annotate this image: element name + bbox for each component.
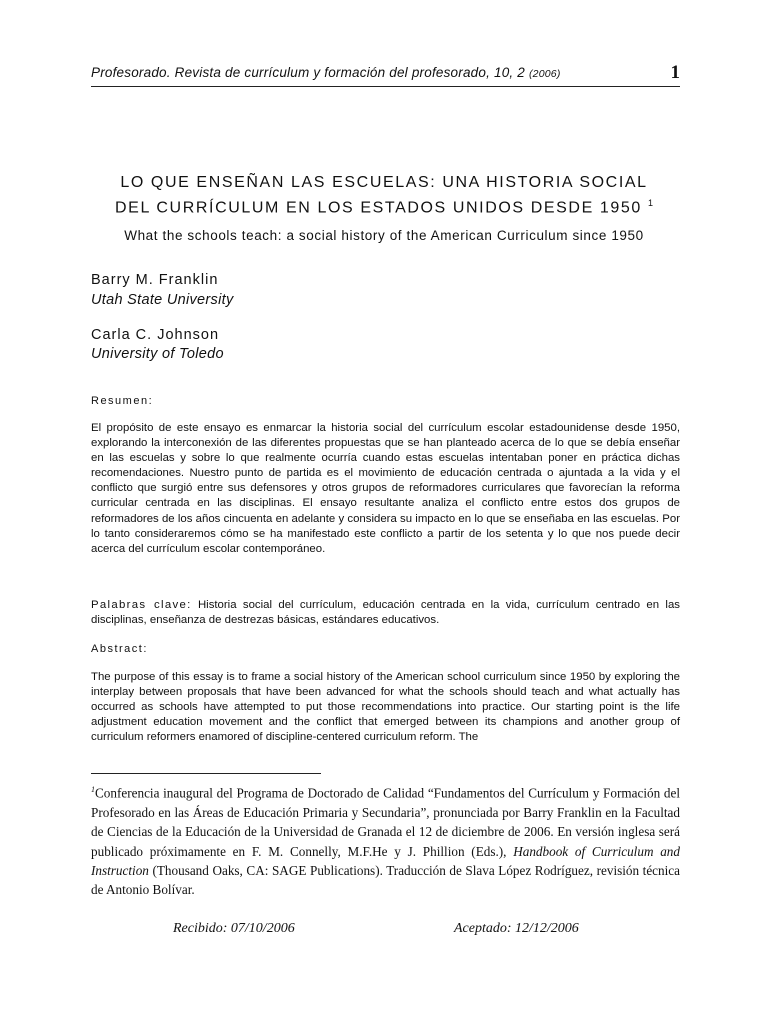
title-line-1: LO QUE ENSEÑAN LAS ESCUELAS: UNA HISTORIA SOCIAL <box>120 174 648 191</box>
footnote-rule <box>91 773 321 774</box>
title-line-2-text: DEL CURRÍCULUM EN LOS ESTADOS UNIDOS DESDE 1950 <box>115 199 642 217</box>
author-1-name: Barry M. Franklin <box>91 272 219 288</box>
footnote-book-title: Handbook of Curriculum and Instruction <box>91 843 680 879</box>
footnote <box>91 780 680 900</box>
article-title <box>70 172 698 218</box>
footnote-text-before: Conferencia inaugural del Programa de Doctorado de Calidad “Fundamentos del Currículum y Formación del Profesorado en las Áreas de Educación Primaria y Secundaria”, pronunciada por Barry Franklin en la Facultad de Ciencias de la Educación de la Universidad de Granada el 12 de diciembre de 2006. En versión inglesa será publicado próximamente en F. M. Connelly, M.F.He y J. Phillion (Eds.), <box>91 785 680 859</box>
keywords-text: Historia social del currículum, educación centrada en la vida, currículum centrado en las disciplinas, enseñanza de destrezas básicas, estándares educativos. <box>91 599 680 627</box>
title-footnote-mark: 1 <box>647 198 653 208</box>
page-number: 1 <box>670 62 680 83</box>
resumen-label: Resumen: <box>91 395 154 407</box>
journal-name: Profesorado. Revista de currículum y formación del profesorado, 10, 2 <box>91 65 526 80</box>
abstract-label: Abstract: <box>91 643 148 655</box>
english-title: What the schools teach: a social history of the American Curriculum since 1950 <box>124 228 644 243</box>
author-2-affiliation: University of Toledo <box>91 346 224 362</box>
keywords-label: Palabras clave: <box>91 599 192 611</box>
received-date: Recibido: 07/10/2006 <box>173 921 295 936</box>
author-2-name: Carla C. Johnson <box>91 327 220 343</box>
footnote-mark: 1 <box>91 785 95 794</box>
journal-citation <box>91 65 561 80</box>
abstract-text: The purpose of this essay is to frame a social history of the American school curriculum since 1950 by exploring the interplay between proposals that have been advanced for what the schools should teach and what actually has occurred as schools have attempted to put those recommendations into practice. Our starting point is the life adjustment education movement and the conflict that emerged between its champions and another group of curriculum reformers enamored of discipline-centered curriculum reform. The <box>91 671 680 744</box>
running-header <box>91 62 680 87</box>
journal-year: (2006) <box>528 68 561 80</box>
keywords <box>91 598 680 628</box>
footnote-text-after: (Thousand Oaks, CA: SAGE Publications). Traducción de Slava López Rodríguez, revisión técnica de Antonio Bolívar. <box>91 863 680 898</box>
accepted-date: Aceptado: 12/12/2006 <box>454 921 579 936</box>
resumen-text: El propósito de este ensayo es enmarcar la historia social del currículum escolar estadounidense desde 1950, explorando la interconexión de las diferentes propuestas que se han planteado acerca de lo que se debía enseñar en las escuelas y sobre lo que realmente ocurría cuando estas escuelas intentaban poner en práctica dichas recomendaciones. Nuestro punto de partida es el movimiento de educación centrada o ajuntada a la vida y el conflicto que surgió entre sus defensores y otros grupos de reformadores curriculares que favorecían la reforma curricular centrada en las disciplinas. El ensayo resultante analiza el conflicto entre estos dos grupos de reformadores de los años cincuenta en adelante y considera su impacto en lo que se enseñaba en las escuelas. Por lo tanto consideraremos cómo se ha manifestado este conflicto a partir de los setenta y lo que nos puede decir acerca del currículum escolar contemporáneo. <box>91 422 680 555</box>
title-line-2 <box>70 193 698 218</box>
author-1-affiliation: Utah State University <box>91 292 234 308</box>
